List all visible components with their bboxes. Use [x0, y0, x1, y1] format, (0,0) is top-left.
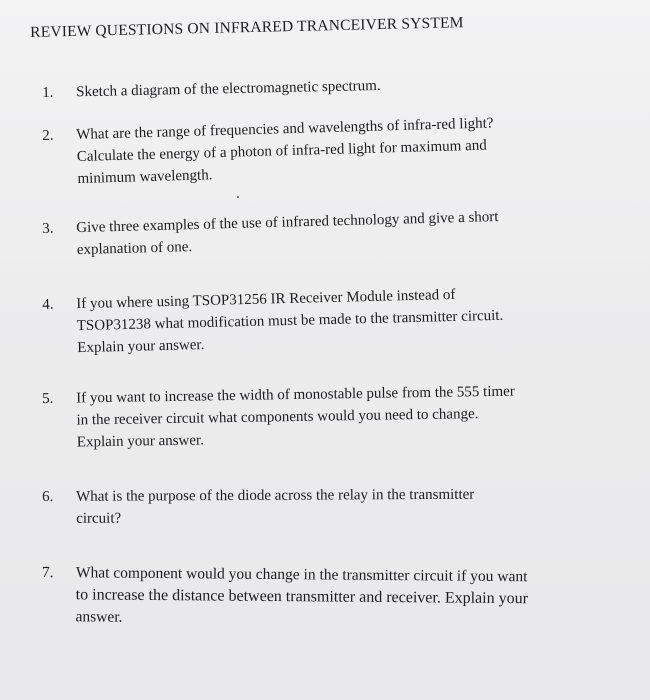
question-line: in the receiver circuit what components would you need to change.: [76, 406, 479, 429]
question-line: circuit?: [76, 510, 122, 527]
question-text: [76, 483, 624, 530]
question-number: 5.: [42, 390, 54, 407]
question-line: What is the purpose of the diode across the relay in the transmitter: [76, 486, 475, 505]
question-7: [41, 562, 622, 626]
question-text: [75, 562, 624, 633]
question-text: [76, 280, 625, 359]
question-line: Give three examples of the use of infrared technology and give a short: [76, 209, 499, 237]
question-line: answer.: [75, 608, 123, 626]
question-line: Sketch a diagram of the electromagnetic spectrum.: [76, 77, 381, 101]
question-line: What component would you change in the transmitter circuit if you want: [75, 564, 528, 586]
stray-dot-mark: [237, 196, 239, 198]
question-4: [42, 280, 622, 357]
question-line: TSOP31238 what modification must be made to the transmitter circuit.: [76, 307, 504, 335]
question-2: [42, 109, 622, 188]
question-line: Calculate the energy of a photon of infra-red light for maximum and: [76, 137, 487, 166]
question-6: [42, 483, 622, 527]
question-number: 2.: [42, 127, 54, 144]
question-line: minimum wavelength.: [77, 167, 213, 188]
question-number: 1.: [42, 84, 54, 101]
question-line: to increase the distance between transmitter and receiver. Explain your: [75, 586, 529, 608]
question-line: What are the range of frequencies and wavelengths of infra-red light?: [76, 115, 494, 144]
question-number: 7.: [41, 563, 54, 582]
question-1: [42, 70, 622, 101]
question-line: If you where using TSOP31256 IR Receiver Module instead of: [76, 286, 456, 313]
question-line: Explain your answer.: [77, 337, 205, 357]
question-3: [42, 203, 622, 259]
question-number: 3.: [42, 220, 54, 237]
question-number: 6.: [42, 488, 54, 505]
question-text: [76, 203, 625, 261]
question-text: [76, 109, 626, 190]
question-line: Explain your answer.: [76, 432, 205, 451]
question-line: If you want to increase the width of monostable pulse from the 555 timer: [76, 383, 515, 407]
question-text: [76, 379, 625, 454]
question-line: explanation of one.: [76, 239, 193, 259]
document-title: REVIEW QUESTIONS ON INFRARED TRANCEIVER SYSTEM: [30, 14, 464, 41]
question-5: [42, 379, 622, 451]
question-text: [76, 70, 624, 103]
question-number: 4.: [42, 296, 54, 313]
